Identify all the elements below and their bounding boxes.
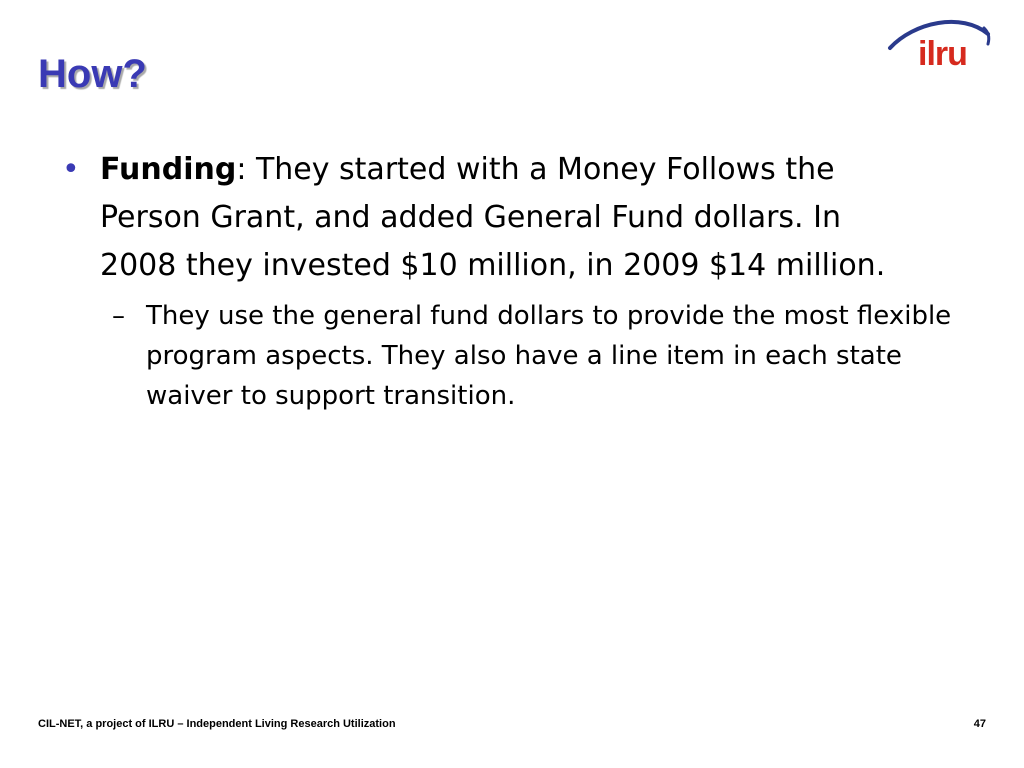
- logo-wordmark: ilru: [918, 35, 967, 73]
- bullet-text: : They started with a Money Follows the Person Grant, and added General Fund dollars. In 2008 they invested $10 million, in 2009 $14 million.: [100, 152, 886, 283]
- slide-content: [60, 146, 960, 416]
- page-number: 47: [973, 718, 986, 730]
- sub-bullet-marker: –: [112, 301, 125, 331]
- bullet-item-funding: [60, 146, 910, 290]
- slide-title: How?: [38, 52, 147, 96]
- footer-text: CIL-NET, a project of ILRU – Independent Living Research Utilization: [38, 718, 396, 730]
- ilru-logo: [884, 14, 994, 74]
- bullet-lead: Funding: [100, 152, 237, 187]
- bullet-marker: •: [62, 152, 80, 187]
- sub-bullet-item: [112, 296, 966, 416]
- sub-bullet-text: They use the general fund dollars to provide the most flexible program aspects. They also have a line item in each state waiver to support transition.: [146, 301, 952, 411]
